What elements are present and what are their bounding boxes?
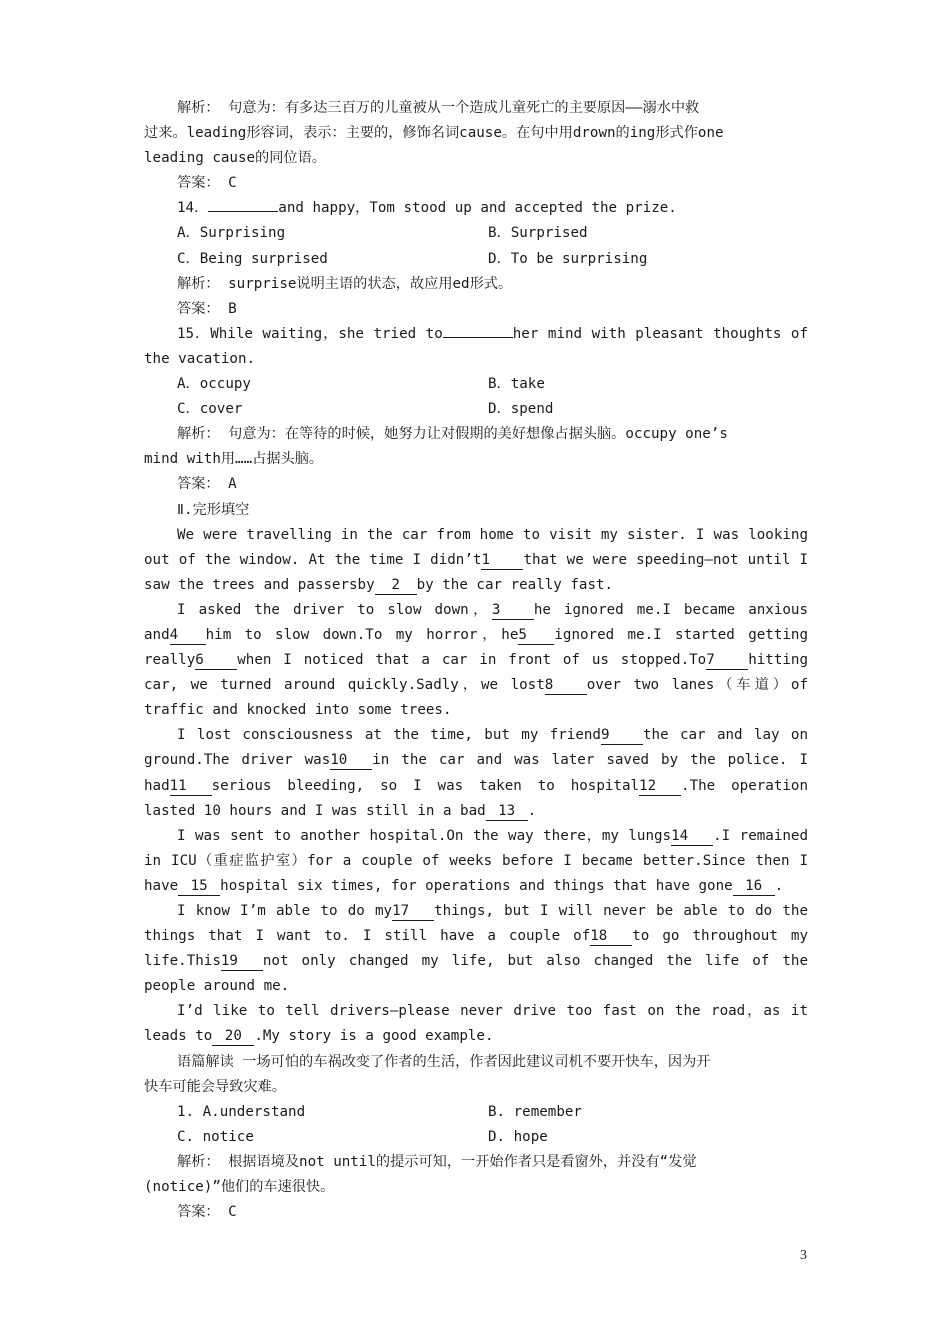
- question-text: the vacation.: [144, 350, 256, 367]
- options-row: [144, 397, 808, 422]
- analysis-line: mind with用……占据头脑。: [144, 451, 324, 468]
- section-heading: Ⅱ.完形填空: [177, 501, 250, 518]
- question-text: her mind with pleasant thoughts of: [512, 325, 808, 342]
- options-row: [144, 1125, 808, 1150]
- passage-text: life.This: [144, 953, 221, 970]
- answer-line: 答案： B: [177, 300, 237, 317]
- passage-text: ground.The driver was: [144, 752, 331, 769]
- passage-line: [144, 899, 808, 924]
- analysis-line: (notice)”他们的车速很快。: [144, 1179, 335, 1196]
- options-row: [144, 221, 808, 246]
- cloze-blank: 20: [212, 1027, 254, 1046]
- cloze-blank: 14: [671, 827, 713, 846]
- options-row: [144, 247, 808, 272]
- passage-line: [144, 548, 808, 573]
- passage-text: I was sent to another hospital.On the way there，my lungs: [177, 827, 672, 844]
- option-c: C. notice: [177, 1128, 254, 1145]
- cloze-blank: 7: [706, 651, 748, 670]
- answer-line: 答案： A: [177, 476, 237, 493]
- summary-line: 快车可能会导致灾难。: [144, 1078, 286, 1095]
- passage-line: [144, 799, 808, 824]
- passage-line: people around me.: [144, 978, 290, 995]
- passage-text: things that I want to. I still have a couple of: [144, 928, 591, 945]
- analysis-line: 解析： 句意为：有多达三百万的儿童被从一个造成儿童死亡的主要原因——溺水中救: [177, 100, 700, 116]
- passage-line: [144, 573, 808, 598]
- passage-line: I’d like to tell drivers—please never drive too fast on the road，as it: [177, 1003, 808, 1020]
- cloze-blank: 2: [375, 576, 417, 595]
- passage-line: [144, 949, 808, 974]
- cloze-blank: 6: [195, 651, 237, 670]
- passage-text: lasted 10 hours and I was still in a bad: [144, 802, 486, 819]
- analysis-line: 解析： surprise说明主语的状态，故应用ed形式。: [177, 275, 513, 292]
- passage-text: really: [144, 652, 196, 669]
- cloze-blank: 17: [392, 902, 434, 921]
- passage-text: I asked the driver to slow down，: [177, 601, 492, 618]
- cloze-blank: 4: [170, 626, 206, 645]
- answer-line: 答案： C: [177, 1204, 237, 1221]
- passage-text: he ignored me.I became anxious: [533, 601, 808, 618]
- passage-line: [144, 673, 808, 698]
- cloze-blank: 12: [639, 777, 681, 796]
- passage-line: [144, 623, 808, 648]
- passage-line: [144, 774, 808, 799]
- analysis-line: 解析： 根据语境及not until的提示可知，一开始作者只是看窗外，并没有“发觉: [177, 1153, 697, 1170]
- option-d: D．spend: [488, 401, 554, 418]
- passage-line: [144, 824, 808, 849]
- cloze-blank: 9: [601, 726, 643, 745]
- passage-text: not only changed my life, but also changed the life of the: [262, 953, 808, 970]
- passage-text: .I remained: [713, 827, 808, 844]
- cloze-blank: 16: [733, 877, 775, 896]
- passage-line: [144, 648, 808, 673]
- analysis-line: 解析： 句意为：在等待的时候，她努力让对假期的美好想像占据头脑。occupy one’s: [177, 426, 728, 443]
- option-c: C．cover: [177, 401, 243, 418]
- passage-text: and: [144, 626, 170, 643]
- options-row: [144, 372, 808, 397]
- passage-text: .: [527, 802, 537, 819]
- options-row: [144, 1100, 808, 1125]
- passage-text: out of the window. At the time I didn’t: [144, 551, 482, 568]
- question-number: 14．: [177, 200, 209, 217]
- analysis-line: 过来。leading形容词，表示：主要的，修饰名词cause。在句中用drown的ing形式作one: [144, 125, 724, 142]
- cloze-blank: 11: [170, 777, 212, 796]
- passage-line: in ICU（重症监护室）for a couple of weeks before I became better.Since then I: [144, 852, 808, 869]
- passage-text: the car and lay on: [642, 727, 808, 744]
- passage-text: .My story is a good example.: [254, 1028, 494, 1045]
- passage-text: by the car really fast.: [416, 576, 614, 593]
- option-b: B．take: [488, 376, 545, 393]
- cloze-blank: 3: [492, 601, 534, 620]
- passage-text: saw the trees and passersby: [144, 576, 375, 593]
- option-a: 1. A.understand: [177, 1103, 306, 1120]
- question-text: 15．While waiting，she tried to: [177, 325, 443, 342]
- cloze-blank: 5: [518, 626, 554, 645]
- question-14: [144, 196, 808, 221]
- cloze-blank: 8: [545, 676, 587, 695]
- passage-text: to go throughout my: [632, 928, 808, 945]
- question-text: and happy，Tom stood up and accepted the prize.: [278, 200, 677, 217]
- passage-text: ignored me.I started getting: [554, 626, 808, 643]
- passage-text: I know I’m able to do my: [177, 903, 393, 919]
- answer-blank: [208, 196, 278, 212]
- passage-line: [144, 924, 808, 949]
- passage-text: had: [144, 777, 170, 794]
- cloze-blank: 1: [481, 551, 523, 570]
- passage-text: serious bleeding, so I was taken to hospital: [211, 777, 640, 794]
- page-number: 3: [800, 1248, 807, 1263]
- passage-line: [144, 1024, 808, 1049]
- passage-text: .The operation: [681, 777, 808, 794]
- cloze-blank: 15: [178, 877, 220, 896]
- passage-line: [144, 748, 808, 773]
- option-d: D. hope: [488, 1128, 548, 1145]
- cloze-blank: 19: [221, 952, 263, 971]
- option-b: B. remember: [488, 1103, 582, 1120]
- passage-text: hitting: [748, 652, 808, 669]
- passage-text: over two lanes（车道）of: [586, 677, 808, 694]
- passage-text: him to slow down.To my horror，he: [205, 626, 519, 643]
- passage-text: in the car and was later saved by the police. I: [372, 752, 808, 769]
- cloze-blank: 18: [590, 927, 632, 946]
- option-a: A．Surprising: [177, 225, 286, 242]
- passage-text: have: [144, 877, 179, 894]
- cloze-blank: 10: [330, 751, 372, 770]
- passage-text: hospital six times, for operations and things that have gone: [220, 877, 733, 894]
- option-a: A．occupy: [177, 376, 251, 393]
- passage-line: [144, 874, 808, 899]
- cloze-blank: 13: [486, 802, 528, 821]
- passage-line: We were travelling in the car from home to visit my sister. I was looking: [177, 526, 808, 543]
- analysis-line: leading cause的同位语。: [144, 150, 326, 167]
- passage-text: things, but I will never be able to do the: [434, 903, 808, 919]
- passage-text: leads to: [144, 1028, 213, 1045]
- passage-text: .: [774, 877, 784, 894]
- option-b: B．Surprised: [488, 225, 588, 242]
- passage-text: I lost consciousness at the time, but my friend: [177, 727, 601, 744]
- passage-text: that we were speeding—not until I: [523, 551, 808, 568]
- option-d: D．To be surprising: [488, 250, 648, 267]
- document-page: [144, 96, 808, 1225]
- answer-blank: [443, 322, 513, 338]
- answer-line: 答案： C: [177, 175, 237, 192]
- passage-text: car, we turned around quickly.Sadly，we lost: [144, 677, 545, 694]
- passage-line: traffic and knocked into some trees.: [144, 702, 452, 719]
- passage-line: [144, 598, 808, 623]
- passage-line: [144, 723, 808, 748]
- question-15: [144, 322, 808, 347]
- option-c: C．Being surprised: [177, 250, 328, 267]
- passage-text: when I noticed that a car in front of us stopped.To: [237, 652, 707, 669]
- summary-line: 语篇解读 一场可怕的车祸改变了作者的生活，作者因此建议司机不要开快车，因为开: [177, 1053, 711, 1070]
